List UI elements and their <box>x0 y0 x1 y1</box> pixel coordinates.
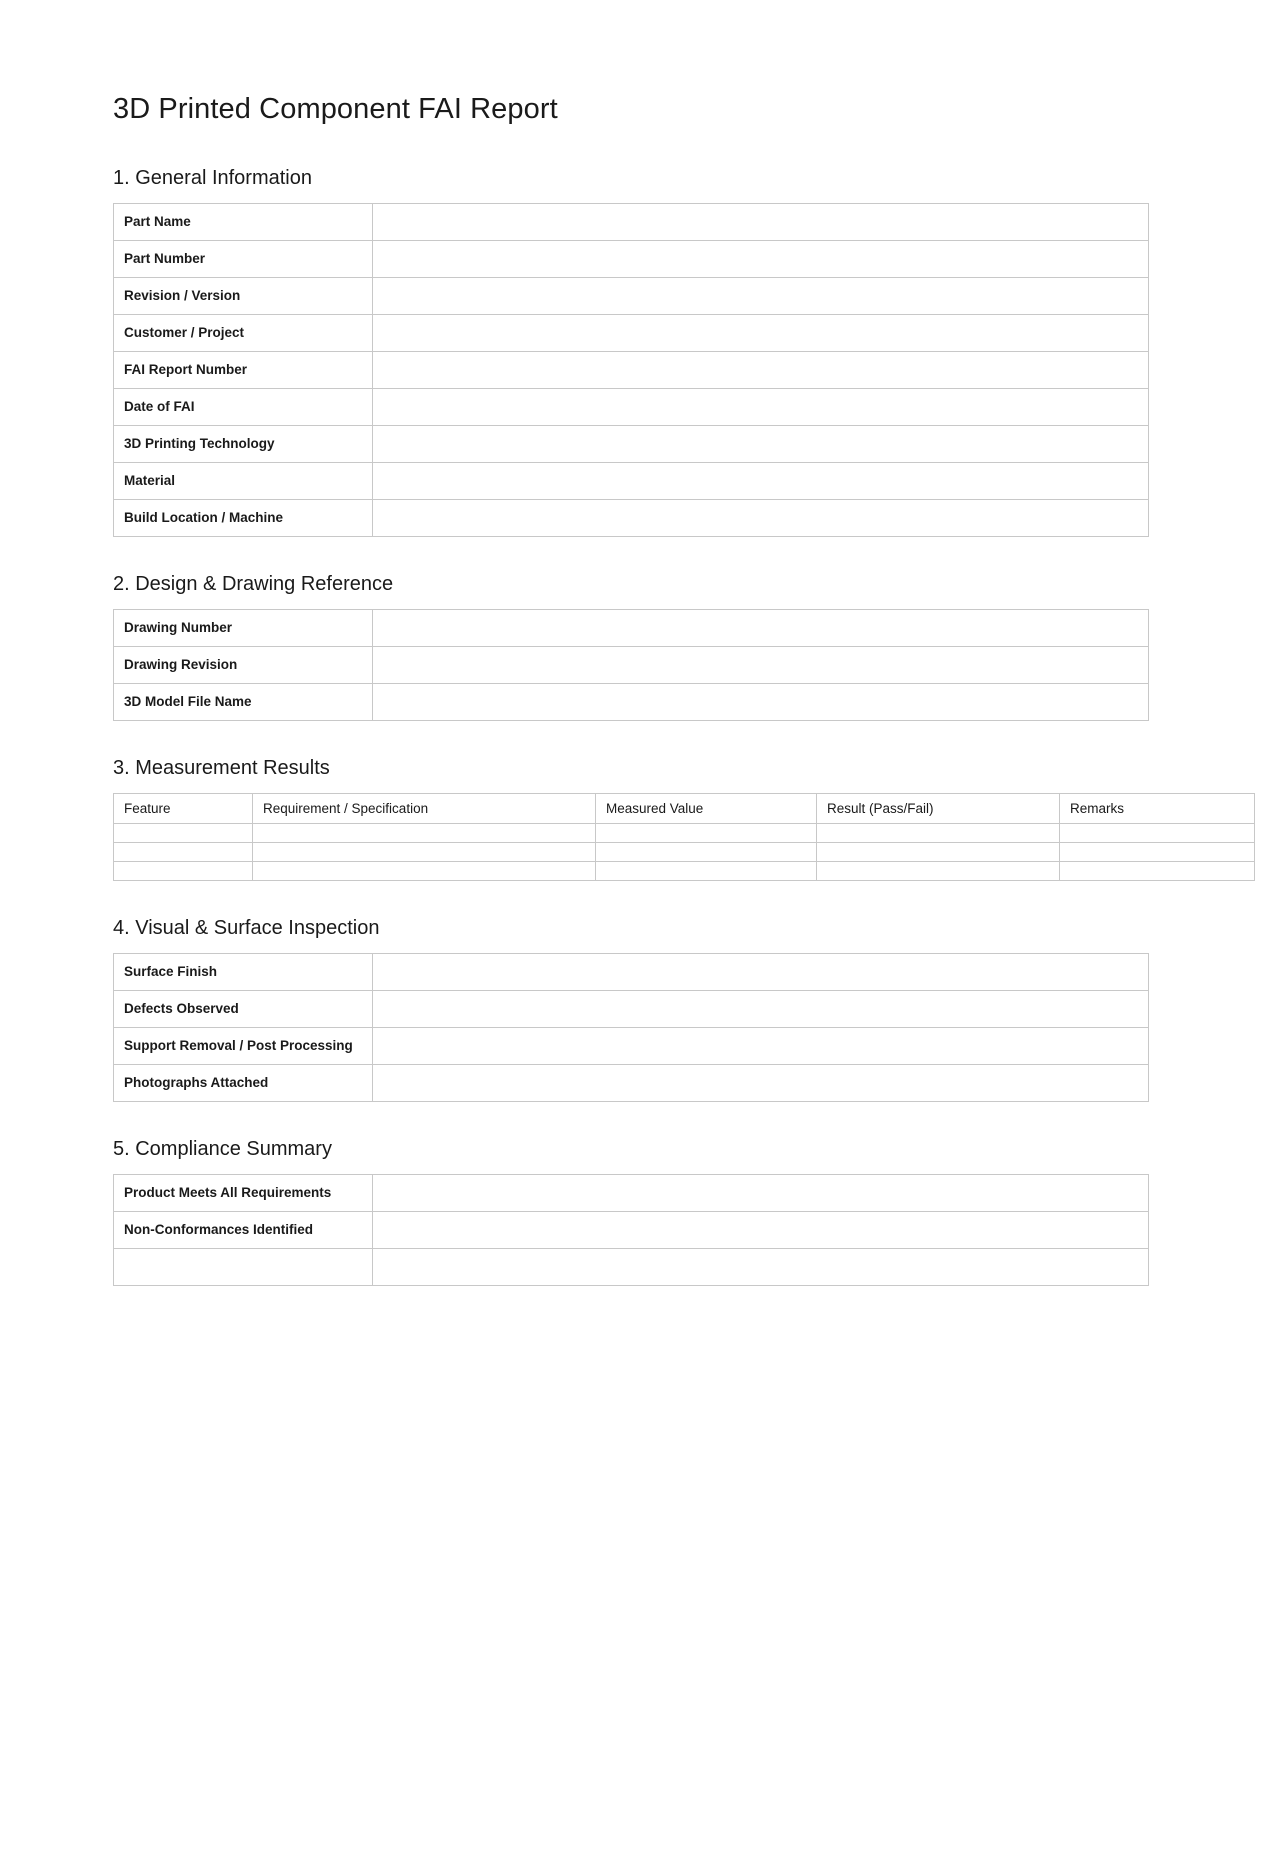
cell-measured-value[interactable] <box>596 842 817 861</box>
section-compliance-summary <box>113 1136 1153 1292</box>
column-header-result: Result (Pass/Fail) <box>817 793 1060 823</box>
row-value-field[interactable] <box>373 351 1149 388</box>
row-label: FAI Report Number <box>114 351 373 388</box>
row-value-field[interactable] <box>373 1211 1149 1248</box>
row-label: Drawing Revision <box>114 646 373 683</box>
column-header-measured-value: Measured Value <box>596 793 817 823</box>
section-heading: 3. Measurement Results <box>113 756 330 779</box>
table-header-row <box>114 793 1255 823</box>
section-general-information <box>113 165 1153 537</box>
row-value-field[interactable] <box>373 240 1149 277</box>
compliance-summary-table <box>113 1174 1149 1286</box>
row-value-field[interactable] <box>373 462 1149 499</box>
row-value-field[interactable] <box>373 953 1149 990</box>
column-header-requirement: Requirement / Specification <box>253 793 596 823</box>
row-value-field[interactable] <box>373 203 1149 240</box>
general-information-table <box>113 203 1149 537</box>
row-label: Photographs Attached <box>114 1064 373 1101</box>
table-row <box>114 425 1149 462</box>
cell-result[interactable] <box>817 842 1060 861</box>
table-row <box>114 314 1149 351</box>
table-row <box>114 462 1149 499</box>
section-measurement-results <box>113 755 1153 881</box>
row-label: Support Removal / Post Processing <box>114 1027 373 1064</box>
table-row <box>114 277 1149 314</box>
table-row <box>114 1211 1149 1248</box>
row-value-field[interactable] <box>373 1064 1149 1101</box>
cell-remarks[interactable] <box>1060 823 1255 842</box>
row-value-field[interactable] <box>373 425 1149 462</box>
cell-requirement[interactable] <box>253 861 596 880</box>
table-row <box>114 823 1255 842</box>
design-drawing-reference-table <box>113 609 1149 721</box>
row-value-field[interactable] <box>373 683 1149 720</box>
section-heading: 1. General Information <box>113 166 312 189</box>
cell-measured-value[interactable] <box>596 823 817 842</box>
measurement-results-table <box>113 793 1255 881</box>
cell-feature[interactable] <box>114 842 253 861</box>
table-row <box>114 388 1149 425</box>
row-label: Product Meets All Requirements <box>114 1174 373 1211</box>
table-row <box>114 240 1149 277</box>
table-row <box>114 609 1149 646</box>
section-heading: 4. Visual & Surface Inspection <box>113 916 380 939</box>
table-row <box>114 1248 1149 1285</box>
page-title: 3D Printed Component FAI Report <box>113 93 558 125</box>
table-row <box>114 953 1149 990</box>
row-value-field[interactable] <box>373 314 1149 351</box>
row-label: 3D Model File Name <box>114 683 373 720</box>
cell-requirement[interactable] <box>253 842 596 861</box>
compliance-summary-clip <box>113 1174 1153 1292</box>
column-header-remarks: Remarks <box>1060 793 1255 823</box>
row-value-field[interactable] <box>373 499 1149 536</box>
section-heading: 2. Design & Drawing Reference <box>113 572 394 595</box>
row-label: Drawing Number <box>114 609 373 646</box>
row-value-field[interactable] <box>373 388 1149 425</box>
row-value-field[interactable] <box>373 609 1149 646</box>
column-header-feature: Feature <box>114 793 253 823</box>
cell-result[interactable] <box>817 823 1060 842</box>
row-value-field[interactable] <box>373 277 1149 314</box>
section-heading: 5. Compliance Summary <box>113 1137 332 1160</box>
cell-remarks[interactable] <box>1060 842 1255 861</box>
cell-remarks[interactable] <box>1060 861 1255 880</box>
row-label: Customer / Project <box>114 314 373 351</box>
row-label: Revision / Version <box>114 277 373 314</box>
table-row <box>114 683 1149 720</box>
table-row <box>114 861 1255 880</box>
row-value-field[interactable] <box>373 1248 1149 1285</box>
row-label: Material <box>114 462 373 499</box>
row-label: Surface Finish <box>114 953 373 990</box>
row-label: Part Number <box>114 240 373 277</box>
table-row <box>114 990 1149 1027</box>
row-label: Non-Conformances Identified <box>114 1211 373 1248</box>
table-row <box>114 1064 1149 1101</box>
table-row <box>114 203 1149 240</box>
table-row <box>114 499 1149 536</box>
row-label <box>114 1248 373 1285</box>
row-value-field[interactable] <box>373 1174 1149 1211</box>
cell-requirement[interactable] <box>253 823 596 842</box>
section-design-drawing-reference <box>113 571 1153 721</box>
cell-result[interactable] <box>817 861 1060 880</box>
cell-feature[interactable] <box>114 861 253 880</box>
row-value-field[interactable] <box>373 990 1149 1027</box>
row-label: Date of FAI <box>114 388 373 425</box>
table-row <box>114 1174 1149 1211</box>
table-row <box>114 1027 1149 1064</box>
row-label: 3D Printing Technology <box>114 425 373 462</box>
row-value-field[interactable] <box>373 646 1149 683</box>
cell-feature[interactable] <box>114 823 253 842</box>
cell-measured-value[interactable] <box>596 861 817 880</box>
table-row <box>114 842 1255 861</box>
row-value-field[interactable] <box>373 1027 1149 1064</box>
visual-surface-inspection-table <box>113 953 1149 1102</box>
section-visual-surface-inspection <box>113 915 1153 1102</box>
table-row <box>114 351 1149 388</box>
row-label: Build Location / Machine <box>114 499 373 536</box>
table-row <box>114 646 1149 683</box>
row-label: Part Name <box>114 203 373 240</box>
row-label: Defects Observed <box>114 990 373 1027</box>
